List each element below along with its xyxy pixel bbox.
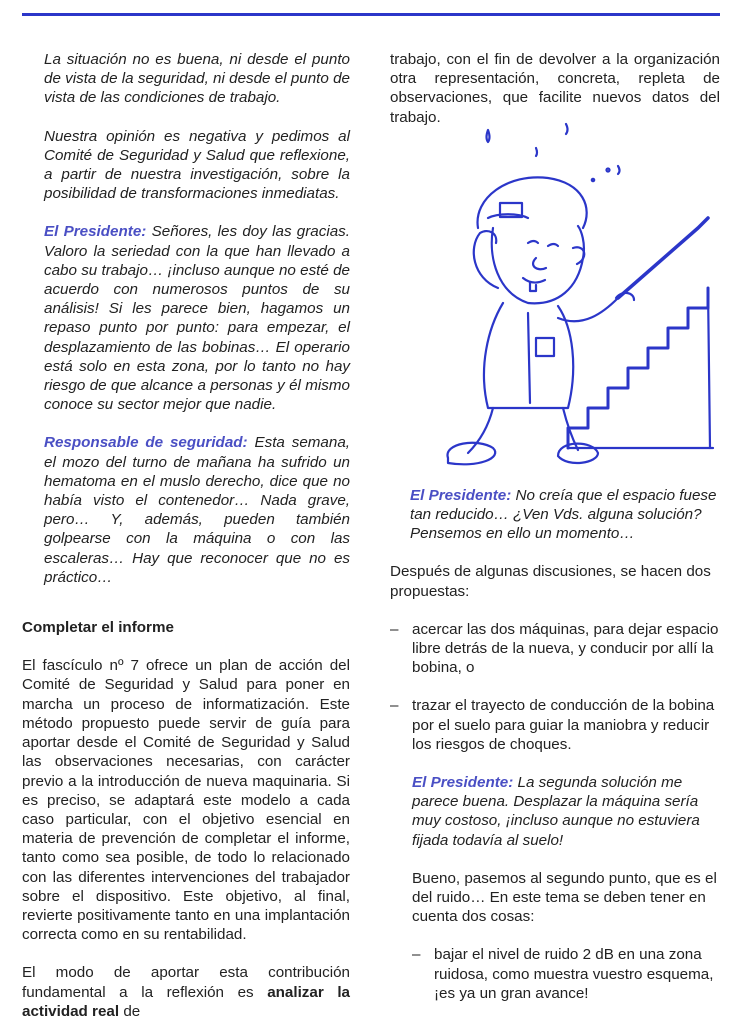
boot-right (558, 444, 598, 463)
speaker-presidente-caption: El Presidente: (410, 486, 512, 504)
pocket (536, 338, 554, 356)
paragraph-discusiones: Después de algunas discusiones, se hacen dos propuestas: (390, 563, 711, 600)
dash-1: – (390, 620, 399, 638)
stairs-side (708, 288, 710, 448)
list-item-2-text: trazar el trayecto de conducción de la bobina por el suelo para guiar la maniobra y reducir los riesgos de choques. (412, 697, 715, 753)
list-item-3-text: bajar el nivel de ruido 2 dB en una zona ruidosa, como muestra vuestro esquema, ¡es ya un gran avance! (434, 946, 714, 1002)
top-rule (22, 13, 720, 16)
speaker-presidente-2: El Presidente: (412, 774, 514, 792)
section-heading: Completar el informe (22, 619, 174, 637)
sweat-drop (536, 148, 537, 156)
speaker-presidente: El Presidente: (44, 223, 147, 241)
list-item-3 (390, 945, 720, 1003)
head (492, 226, 584, 303)
overall-seam (528, 313, 530, 403)
paragraph-responsable (22, 433, 350, 587)
paragraph-presidente-1 (22, 222, 350, 414)
stairs (568, 288, 708, 448)
responsable-text: Esta semana, el mozo del turno de mañana ha sufrido un hematoma en el muslo derecho, dice que no había visto el contenedor… Nada grave, pero… Y, además, pueden también golpearse con la máquina o con las escaleras… Hay que reconocer que no es práctico… (44, 434, 350, 586)
modo-strong: analizar la actividad real (22, 983, 350, 1020)
sweat-dot (607, 169, 610, 172)
paragraph-trabajo: trabajo, con el fin de devolver a la organización otra representación, concreta, repleta de observaciones, que facilite nuevos datos del trabajo. (390, 51, 720, 126)
list-item-2 (390, 696, 720, 754)
dash-3: – (412, 946, 421, 964)
boot-left (448, 443, 496, 465)
mouth (523, 278, 545, 283)
presidente-1-text: Señores, les doy las gracias. Valoro la seriedad con la que han llevado a cabo su trabajo… ¡incluso aunque no esté de acuerdo con numerosos puntos de su análisis! Si les parece bien, hagamos un repaso punto por punto: para empezar, el desplazamiento de las bobinas… El operario está solo en esta zona, por lo tanto no hay riesgo de que alcance a personas y él mismo conoce su sector mejor que nadie. (44, 223, 350, 414)
list-item-1-text: acercar las dos máquinas, para dejar espacio libre detrás de la nueva, y conducir por allí la bobina, o (412, 620, 719, 677)
cartoon-worker-stairs-illustration (418, 118, 718, 478)
caption-text: No creía que el espacio fuese tan reducido… ¿Ven Vds. alguna solución? Pensemos en ello un momento… (410, 486, 717, 543)
modo-tail: de (119, 1002, 141, 1020)
stair-rail (618, 218, 708, 298)
paragraph-situacion: La situación no es buena, ni desde el punto de vista de la seguridad, ni desde el punto de vista de las condiciones de trabajo. (44, 51, 350, 107)
list-item-1 (390, 620, 720, 678)
eye (528, 241, 538, 243)
left-column (22, 50, 350, 1021)
paragraph-fasciculo: El fascículo nº 7 ofrece un plan de acción del Comité de Seguridad y Salud para poner en marcha un proceso de informatización. Este método propuesto puede servir de guía para aportar desde el Comité de Seguridad y Salud las observaciones necesarias, con carácter previo a la introducción de nueva maquinaria. Si es preciso, se adaptará este modelo a cada caso particular, con el objetivo esencial en materia de prevención de completar el informe, tanto como sea posible, de todo lo relacionado con las diferentes intervenciones del trabajador sobre el dispositivo. Este objetivo, al final, revierte positivamente tanto en una implantación correcta como en su rentabilidad. (22, 657, 350, 944)
paragraph-presidente-2 (390, 773, 720, 850)
eye (548, 244, 558, 246)
sweat-drop (487, 130, 490, 142)
sweat-drop (566, 124, 568, 134)
paragraph-modo (22, 963, 350, 1021)
nose (533, 258, 546, 269)
speaker-responsable: Responsable de seguridad: (44, 434, 248, 452)
teeth (530, 283, 536, 291)
sweat-dot (592, 179, 594, 181)
dash-2: – (390, 697, 399, 715)
presidente-2-text: La segunda solución me parece buena. Desplazar la máquina sería muy costoso, ¡incluso aunque no estuviera fijada todavía al suelo! (412, 774, 700, 849)
sweat-drop (618, 166, 620, 174)
cap (478, 177, 587, 228)
modo-text: El modo de aportar esta contribución fundamental a la reflexión es (22, 964, 350, 1001)
caption-presidente (390, 486, 720, 544)
arm-rail (558, 298, 618, 321)
paragraph-ruido: Bueno, pasemos al segundo punto, que es el del ruido… En este tema se deben tener en cuenta dos cosas: (412, 869, 717, 926)
paragraph-opinion: Nuestra opinión es negativa y pedimos al Comité de Seguridad y Salud que reflexione, a partir de nuestra investigación, sobre la posibilidad de transformaciones inmediatas. (44, 127, 350, 203)
